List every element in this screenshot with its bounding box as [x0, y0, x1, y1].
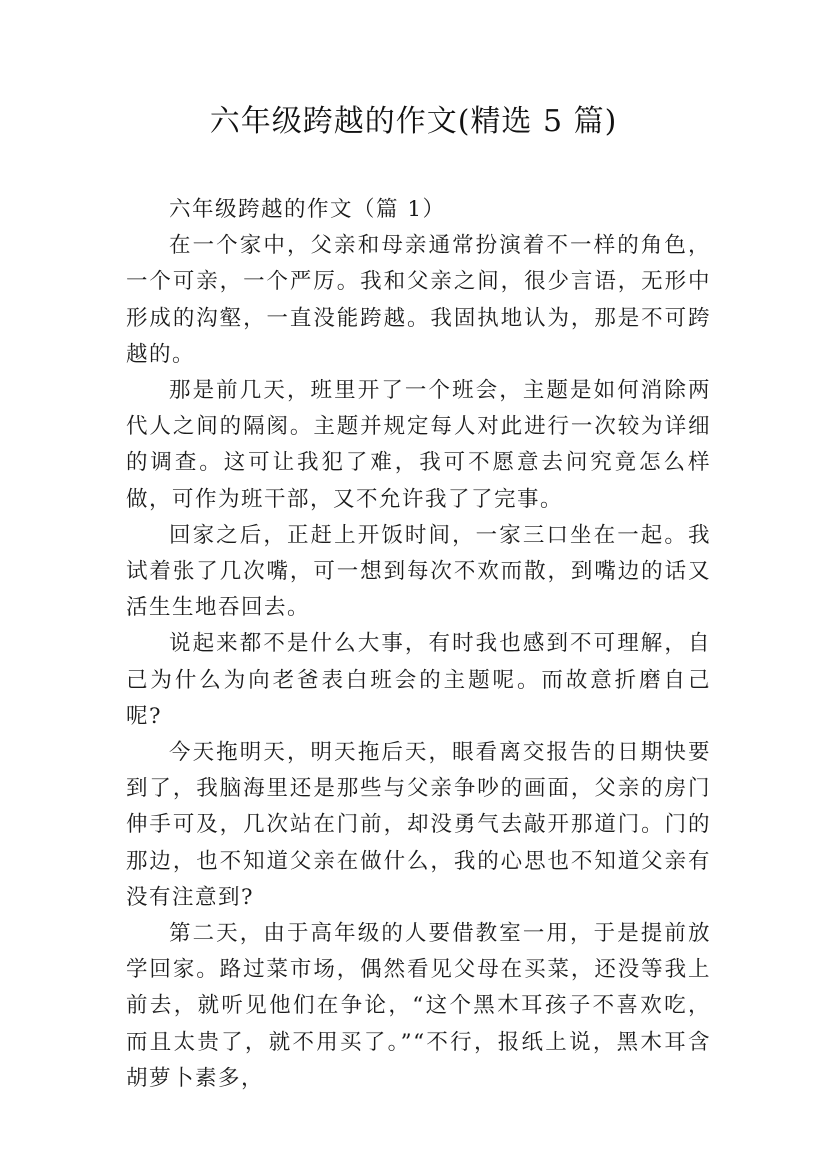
- section-heading: 六年级跨越的作文（篇 1）: [169, 197, 446, 222]
- paragraph: 那是前几天，班里开了一个班会，主题是如何消除两代人之间的隔阂。主题并规定每人对此进行一次较为详细的调查。这可让我犯了难，我可不愿意去问究竟怎么样做，可作为班干部，又不允许我了了完事。: [126, 378, 711, 512]
- paragraph: 第二天，由于高年级的人要借教室一用，于是提前放学回家。路过菜市场，偶然看见父母在买菜，还没等我上前去，就听见他们在争论，“这个黑木耳孩子不喜欢吃，而且太贵了，就不用买了。”“不行，报纸上说，黑木耳含胡萝卜素多，: [126, 921, 711, 1091]
- document-body: [126, 192, 711, 1097]
- paragraph: 回家之后，正赶上开饭时间，一家三口坐在一起。我试着张了几次嘴，可一想到每次不欢而散，到嘴边的话又活生生地吞回去。: [126, 522, 711, 621]
- paragraph: 今天拖明天，明天拖后天，眼看离交报告的日期快要到了，我脑海里还是那些与父亲争吵的画面，父亲的房门伸手可及，几次站在门前，却没勇气去敲开那道门。门的那边，也不知道父亲在做什么，我的心思也不知道父亲有没有注意到?: [126, 740, 711, 910]
- paragraph: 说起来都不是什么大事，有时我也感到不可理解，自己为什么为向老爸表白班会的主题呢。而故意折磨自己呢?: [126, 631, 711, 729]
- document-title: 六年级跨越的作文(精选 5 篇): [209, 104, 618, 139]
- paragraph: 在一个家中，父亲和母亲通常扮演着不一样的角色，一个可亲，一个严厉。我和父亲之间，很少言语，无形中形成的沟壑，一直没能跨越。我固执地认为，那是不可跨越的。: [126, 233, 711, 367]
